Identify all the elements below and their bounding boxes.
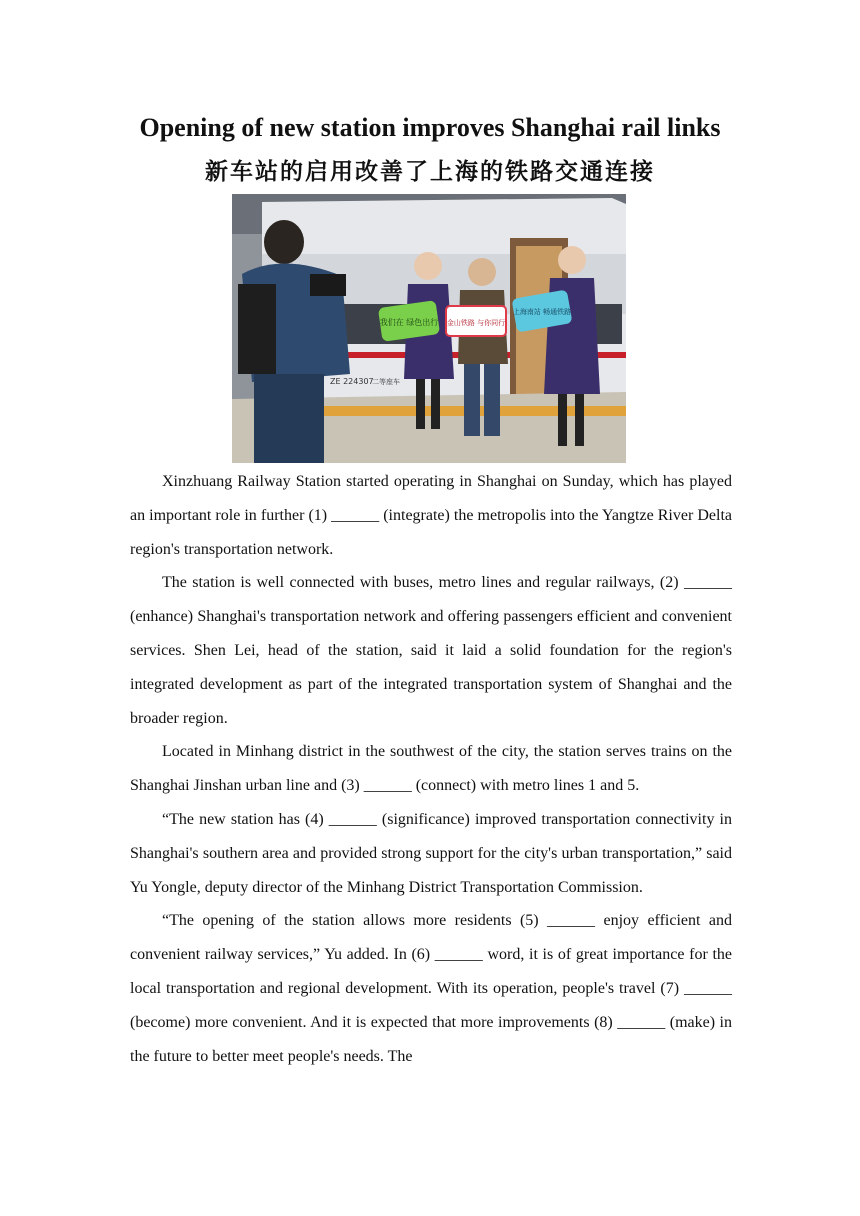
article-body bbox=[130, 465, 732, 1073]
article-paragraph: Located in Minhang district in the southwest of the city, the station serves trains on the Shanghai Jinshan urban line and (3) ______ (connect) with metro lines 1 and 5. bbox=[130, 743, 732, 795]
station-opening-photo bbox=[232, 194, 626, 463]
photo-sign-middle: 金山铁路 与你同行 bbox=[446, 319, 506, 327]
article-paragraph: Xinzhuang Railway Station started operating in Shanghai on Sunday, which has played an important role in further (1) ______ (integrate) the metropolis into the Yangtze River Delta region's transportation network. bbox=[130, 473, 732, 558]
photo-car-class: 二等座车 bbox=[372, 378, 400, 386]
article-title-chinese: 新车站的启用改善了上海的铁路交通连接 bbox=[205, 159, 655, 185]
article-paragraph: “The new station has (4) ______ (significance) improved transportation connectivity in Shanghai's southern area and provided strong support for the city's urban transportation,” said Yu Yongle, deputy director of the Minhang District Transportation Commission. bbox=[130, 810, 732, 896]
photo-train-number: ZE 224307 bbox=[330, 377, 374, 386]
article-paragraph: “The opening of the station allows more residents (5) ______ enjoy efficient and convenient railway services,” Yu added. In (6) ______ word, it is of great importance for the local transportation and regional development. With its operation, people's travel (7) ______ (become) more convenient. And it is expected that more improvements (8) ______ (make) in the future to better meet people's needs. The bbox=[130, 912, 732, 1065]
photo-sign-left: 我们在 绿色出行 bbox=[379, 318, 439, 327]
article-title-english: Opening of new station improves Shanghai rail links bbox=[139, 113, 721, 142]
photo-sign-right: 上海南站 畅通铁路 bbox=[512, 308, 572, 316]
article-paragraph: The station is well connected with buses, metro lines and regular railways, (2) ______ (enhance) Shanghai's transportation network and offering passengers efficient and convenient services. Shen Lei, head of the station, said it laid a solid foundation for the region's integrated development as part of the integrated transportation system of Shanghai and the broader region. bbox=[130, 574, 732, 727]
